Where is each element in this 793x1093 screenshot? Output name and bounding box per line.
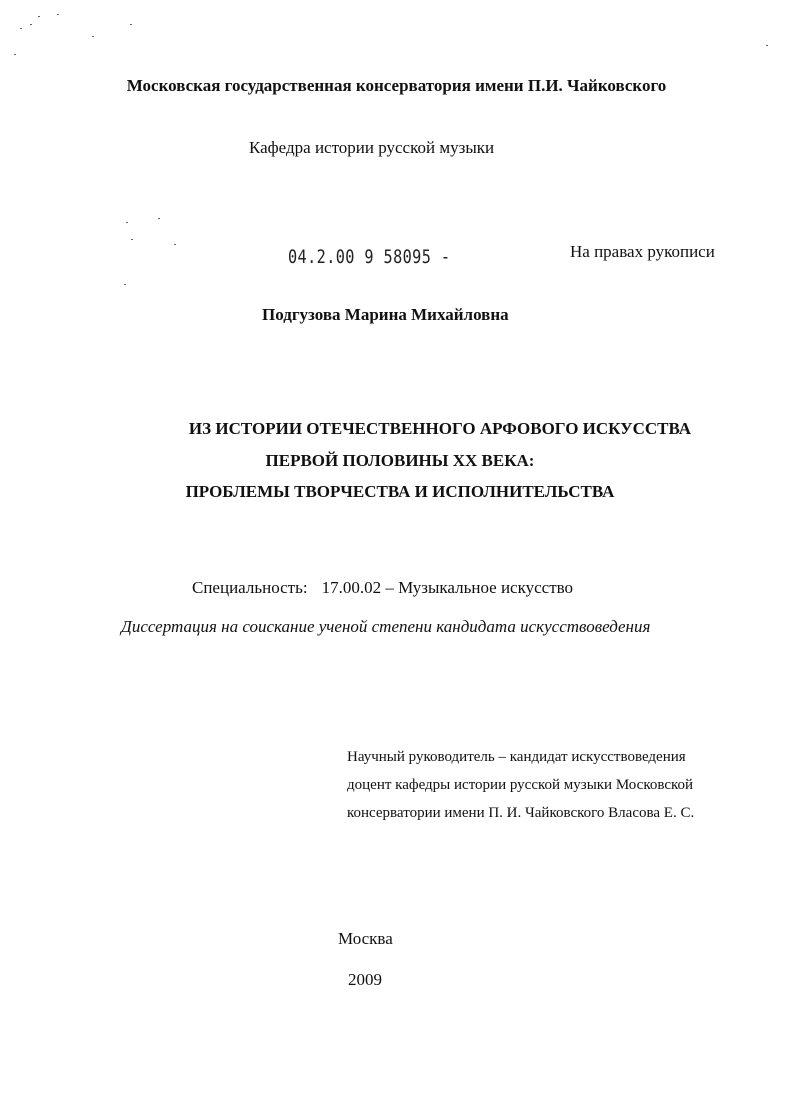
scan-artifact xyxy=(174,244,176,245)
scan-artifact xyxy=(30,24,32,25)
scan-artifact xyxy=(130,24,132,25)
registry-code: 04.2.00 9 58095 - xyxy=(288,246,451,268)
author-name: Подгузова Марина Михайловна xyxy=(262,305,509,324)
dissertation-title-line-2: ПЕРВОЙ ПОЛОВИНЫ XX ВЕКА: xyxy=(265,451,535,470)
scan-artifact xyxy=(14,54,16,55)
scan-artifact xyxy=(20,28,22,29)
scan-artifact xyxy=(57,14,59,15)
year: 2009 xyxy=(348,970,382,989)
city: Москва xyxy=(338,929,393,948)
scan-artifact xyxy=(38,16,40,17)
scan-artifact xyxy=(158,218,160,219)
scan-artifact xyxy=(124,284,126,285)
specialty-value: 17.00.02 – Музыкальное искусство xyxy=(321,578,574,597)
supervisor-line-1: Научный руководитель – кандидат искусствоведения xyxy=(347,749,686,765)
department-name: Кафедра истории русской музыки xyxy=(249,138,495,157)
dissertation-title-line-1: ИЗ ИСТОРИИ ОТЕЧЕСТВЕННОГО АРФОВОГО ИСКУССТВА xyxy=(188,419,692,438)
manuscript-rights-note: На правах рукописи xyxy=(570,242,715,261)
dissertation-title-line-3: ПРОБЛЕМЫ ТВОРЧЕСТВА И ИСПОЛНИТЕЛЬСТВА xyxy=(185,482,615,501)
supervisor-line-2: доцент кафедры истории русской музыки Московской xyxy=(347,777,694,793)
specialty-label: Специальность: xyxy=(192,578,308,597)
scan-artifact xyxy=(126,222,128,223)
scan-artifact xyxy=(766,45,768,46)
specialty xyxy=(192,578,573,598)
scan-artifact xyxy=(92,36,94,37)
supervisor-line-3: консерватории имени П. И. Чайковского Власова Е. С. xyxy=(347,805,695,821)
degree-statement: Диссертация на соискание ученой степени кандидата искусствоведения xyxy=(121,617,651,636)
institution-name: Московская государственная консерватория имени П.И. Чайковского xyxy=(126,76,667,95)
scan-artifact xyxy=(131,239,133,240)
